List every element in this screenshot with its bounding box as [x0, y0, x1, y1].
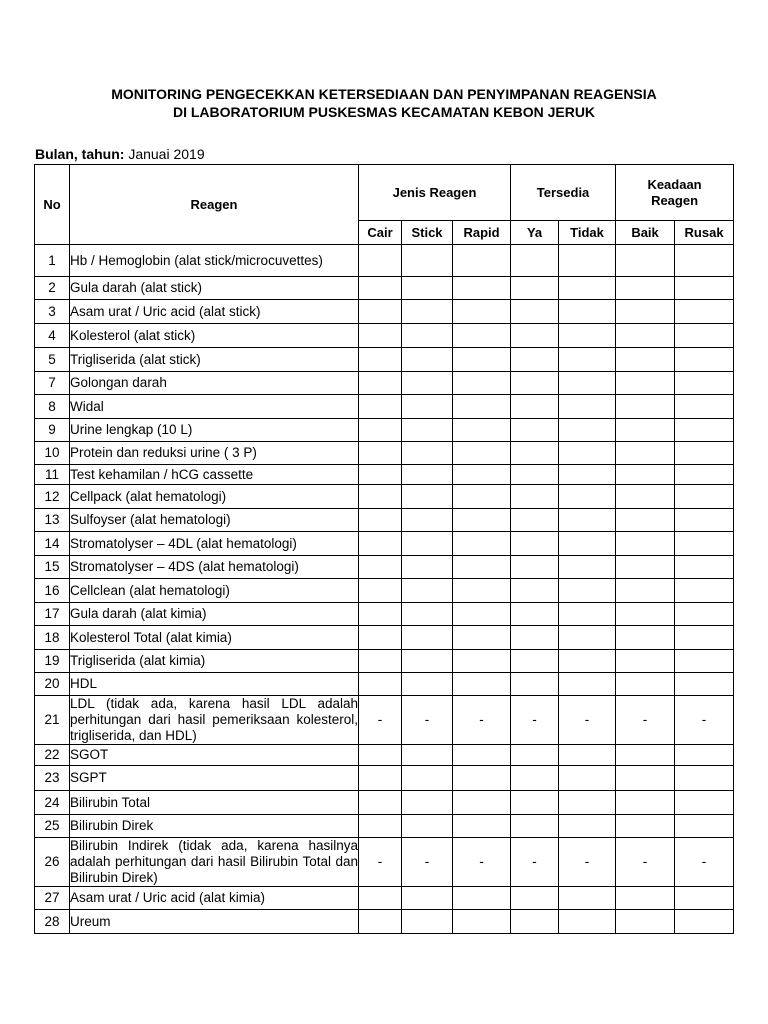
cell-ya: - [511, 696, 559, 745]
cell-stick [402, 245, 453, 277]
cell-rapid [453, 300, 511, 324]
cell-rusak [675, 673, 734, 696]
cell-rapid [453, 650, 511, 673]
cell-ya [511, 509, 559, 532]
row-number: 26 [35, 838, 70, 887]
cell-ya: - [511, 838, 559, 887]
cell-rapid [453, 509, 511, 532]
cell-ya [511, 910, 559, 934]
cell-tidak [559, 395, 616, 419]
cell-baik [616, 419, 675, 442]
cell-rusak [675, 532, 734, 556]
cell-ya [511, 372, 559, 395]
reagent-name: SGOT [70, 745, 359, 766]
row-number: 13 [35, 509, 70, 532]
cell-stick [402, 603, 453, 626]
reagent-name: Kolesterol Total (alat kimia) [70, 626, 359, 650]
row-number: 25 [35, 815, 70, 838]
table-row [35, 910, 734, 934]
cell-baik [616, 485, 675, 509]
cell-rapid [453, 395, 511, 419]
cell-stick [402, 277, 453, 300]
reagent-name: Golongan darah [70, 372, 359, 395]
reagent-name: Stromatolyser – 4DS (alat hematologi) [70, 556, 359, 579]
cell-rapid [453, 815, 511, 838]
cell-cair [359, 626, 402, 650]
cell-rapid [453, 603, 511, 626]
row-number: 24 [35, 791, 70, 815]
table-row [35, 556, 734, 579]
table-row [35, 324, 734, 348]
cell-baik [616, 509, 675, 532]
cell-baik [616, 372, 675, 395]
row-number: 21 [35, 696, 70, 745]
row-number: 17 [35, 603, 70, 626]
row-number: 7 [35, 372, 70, 395]
table-row [35, 245, 734, 277]
header-rusak: Rusak [675, 221, 734, 245]
cell-tidak [559, 745, 616, 766]
cell-tidak [559, 300, 616, 324]
reagent-monitoring-table [34, 164, 734, 934]
cell-rapid [453, 348, 511, 372]
reagent-name: SGPT [70, 766, 359, 791]
header-keadaan-label: Keadaan Reagen [647, 176, 702, 208]
cell-ya [511, 626, 559, 650]
reagent-name: Stromatolyser – 4DL (alat hematologi) [70, 532, 359, 556]
cell-cair [359, 395, 402, 419]
cell-tidak [559, 673, 616, 696]
header-reagen: Reagen [70, 165, 359, 245]
header-jenis-reagen: Jenis Reagen [359, 165, 511, 221]
reagent-name: Cellpack (alat hematologi) [70, 485, 359, 509]
cell-baik [616, 465, 675, 485]
cell-rapid [453, 277, 511, 300]
cell-baik [616, 791, 675, 815]
header-ya: Ya [511, 221, 559, 245]
cell-rapid [453, 465, 511, 485]
reagent-name: Bilirubin Total [70, 791, 359, 815]
table-row [35, 419, 734, 442]
table-row [35, 838, 734, 887]
cell-cair [359, 442, 402, 465]
cell-baik [616, 324, 675, 348]
cell-rusak [675, 650, 734, 673]
reagent-name: Gula darah (alat stick) [70, 277, 359, 300]
cell-stick [402, 745, 453, 766]
cell-rapid [453, 887, 511, 910]
cell-tidak [559, 887, 616, 910]
cell-stick [402, 324, 453, 348]
table-row [35, 509, 734, 532]
row-number: 12 [35, 485, 70, 509]
cell-tidak [559, 245, 616, 277]
cell-stick [402, 395, 453, 419]
row-number: 8 [35, 395, 70, 419]
cell-rusak [675, 348, 734, 372]
cell-ya [511, 791, 559, 815]
row-number: 9 [35, 419, 70, 442]
table-row [35, 650, 734, 673]
table-row [35, 745, 734, 766]
cell-rusak [675, 372, 734, 395]
cell-tidak [559, 372, 616, 395]
row-number: 27 [35, 887, 70, 910]
document-title-line-1: MONITORING PENGECEKKAN KETERSEDIAAN DAN PENYIMPANAN REAGENSIA [111, 86, 657, 102]
period-value: Januai 2019 [128, 146, 205, 162]
reagent-name: Gula darah (alat kimia) [70, 603, 359, 626]
cell-stick [402, 485, 453, 509]
cell-rapid [453, 419, 511, 442]
cell-cair [359, 579, 402, 603]
cell-rusak [675, 745, 734, 766]
cell-stick: - [402, 838, 453, 887]
cell-rusak [675, 300, 734, 324]
cell-tidak [559, 348, 616, 372]
cell-rusak: - [675, 696, 734, 745]
cell-ya [511, 395, 559, 419]
cell-cair [359, 419, 402, 442]
cell-ya [511, 442, 559, 465]
table-body [35, 245, 734, 934]
cell-tidak [559, 532, 616, 556]
cell-rusak [675, 465, 734, 485]
table-row [35, 696, 734, 745]
table-row [35, 348, 734, 372]
cell-baik [616, 626, 675, 650]
cell-cair [359, 300, 402, 324]
cell-rapid [453, 766, 511, 791]
cell-rapid [453, 442, 511, 465]
cell-stick [402, 372, 453, 395]
cell-stick [402, 673, 453, 696]
cell-rapid [453, 372, 511, 395]
reagent-name: HDL [70, 673, 359, 696]
cell-rapid: - [453, 696, 511, 745]
cell-ya [511, 277, 559, 300]
row-number: 10 [35, 442, 70, 465]
cell-cair [359, 465, 402, 485]
cell-cair: - [359, 696, 402, 745]
cell-ya [511, 745, 559, 766]
row-number: 15 [35, 556, 70, 579]
cell-ya [511, 673, 559, 696]
cell-tidak [559, 465, 616, 485]
header-rapid: Rapid [453, 221, 511, 245]
cell-ya [511, 887, 559, 910]
header-tersedia: Tersedia [511, 165, 616, 221]
cell-baik [616, 766, 675, 791]
reagent-name: Trigliserida (alat stick) [70, 348, 359, 372]
cell-stick [402, 509, 453, 532]
cell-tidak [559, 791, 616, 815]
row-number: 16 [35, 579, 70, 603]
reagent-name: Sulfoyser (alat hematologi) [70, 509, 359, 532]
cell-cair [359, 910, 402, 934]
cell-rusak [675, 766, 734, 791]
row-number: 3 [35, 300, 70, 324]
reagent-name: Trigliserida (alat kimia) [70, 650, 359, 673]
cell-cair [359, 277, 402, 300]
cell-cair [359, 348, 402, 372]
cell-rusak [675, 556, 734, 579]
cell-stick [402, 465, 453, 485]
period-line [35, 145, 205, 163]
reagent-name: Hb / Hemoglobin (alat stick/microcuvettes) [70, 245, 359, 277]
cell-ya [511, 556, 559, 579]
cell-baik [616, 277, 675, 300]
cell-stick [402, 556, 453, 579]
cell-stick [402, 910, 453, 934]
cell-rusak [675, 442, 734, 465]
cell-stick: - [402, 696, 453, 745]
cell-baik [616, 395, 675, 419]
header-stick: Stick [402, 221, 453, 245]
row-number: 1 [35, 245, 70, 277]
cell-ya [511, 485, 559, 509]
reagent-name: Kolesterol (alat stick) [70, 324, 359, 348]
cell-stick [402, 626, 453, 650]
header-keadaan-reagen [616, 165, 734, 221]
cell-rapid [453, 673, 511, 696]
cell-cair [359, 673, 402, 696]
cell-ya [511, 324, 559, 348]
cell-cair [359, 603, 402, 626]
cell-tidak [559, 509, 616, 532]
document-title-line-2: DI LABORATORIUM PUSKESMAS KECAMATAN KEBON JERUK [172, 104, 596, 120]
cell-ya [511, 245, 559, 277]
cell-tidak [559, 626, 616, 650]
cell-baik [616, 815, 675, 838]
cell-tidak [559, 556, 616, 579]
cell-ya [511, 766, 559, 791]
table-row [35, 791, 734, 815]
reagent-name: Widal [70, 395, 359, 419]
cell-tidak [559, 419, 616, 442]
cell-rapid [453, 791, 511, 815]
cell-stick [402, 442, 453, 465]
header-baik: Baik [616, 221, 675, 245]
cell-baik [616, 650, 675, 673]
header-tidak: Tidak [559, 221, 616, 245]
cell-baik [616, 348, 675, 372]
cell-rapid [453, 579, 511, 603]
cell-baik [616, 532, 675, 556]
cell-baik [616, 910, 675, 934]
cell-rusak [675, 419, 734, 442]
row-number: 11 [35, 465, 70, 485]
cell-stick [402, 532, 453, 556]
table-row [35, 300, 734, 324]
cell-ya [511, 300, 559, 324]
cell-ya [511, 348, 559, 372]
cell-cair [359, 372, 402, 395]
table-row [35, 673, 734, 696]
cell-tidak [559, 442, 616, 465]
cell-ya [511, 532, 559, 556]
table-row [35, 887, 734, 910]
cell-rapid [453, 485, 511, 509]
table-row [35, 766, 734, 791]
cell-baik [616, 603, 675, 626]
table-row [35, 372, 734, 395]
cell-rusak [675, 245, 734, 277]
cell-baik [616, 442, 675, 465]
row-number: 2 [35, 277, 70, 300]
cell-baik [616, 556, 675, 579]
cell-ya [511, 419, 559, 442]
cell-rusak [675, 603, 734, 626]
reagent-name: Ureum [70, 910, 359, 934]
cell-stick [402, 815, 453, 838]
cell-tidak: - [559, 696, 616, 745]
cell-tidak [559, 766, 616, 791]
cell-cair [359, 509, 402, 532]
cell-tidak [559, 603, 616, 626]
cell-tidak [559, 815, 616, 838]
row-number: 14 [35, 532, 70, 556]
cell-rusak [675, 509, 734, 532]
cell-rusak [675, 485, 734, 509]
row-number: 4 [35, 324, 70, 348]
cell-rusak [675, 579, 734, 603]
row-number: 20 [35, 673, 70, 696]
cell-rusak: - [675, 838, 734, 887]
table-row [35, 626, 734, 650]
table-row [35, 395, 734, 419]
cell-stick [402, 579, 453, 603]
cell-cair: - [359, 838, 402, 887]
cell-cair [359, 766, 402, 791]
cell-ya [511, 650, 559, 673]
cell-rusak [675, 395, 734, 419]
cell-baik [616, 745, 675, 766]
row-number: 28 [35, 910, 70, 934]
table-header [35, 165, 734, 245]
table-row [35, 579, 734, 603]
cell-rusak [675, 626, 734, 650]
cell-cair [359, 745, 402, 766]
reagent-name: Bilirubin Indirek (tidak ada, karena hasilnya adalah perhitungan dari hasil Bilirubin Total dan Bilirubin Direk) [70, 838, 358, 885]
reagent-name: Protein dan reduksi urine ( 3 P) [70, 442, 359, 465]
cell-rapid [453, 532, 511, 556]
cell-rusak [675, 791, 734, 815]
cell-baik: - [616, 838, 675, 887]
cell-stick [402, 300, 453, 324]
row-number: 19 [35, 650, 70, 673]
cell-ya [511, 579, 559, 603]
reagent-name: Test kehamilan / hCG cassette [70, 465, 359, 485]
header-cair: Cair [359, 221, 402, 245]
cell-baik [616, 245, 675, 277]
reagent-name: Asam urat / Uric acid (alat stick) [70, 300, 359, 324]
cell-stick [402, 766, 453, 791]
reagent-name: Asam urat / Uric acid (alat kimia) [70, 887, 359, 910]
cell-rusak [675, 277, 734, 300]
cell-rusak [675, 910, 734, 934]
reagent-name: Bilirubin Direk [70, 815, 359, 838]
header-no: No [35, 165, 70, 245]
cell-stick [402, 348, 453, 372]
cell-rapid [453, 556, 511, 579]
cell-rapid [453, 910, 511, 934]
cell-tidak [559, 910, 616, 934]
cell-cair [359, 324, 402, 348]
cell-tidak [559, 650, 616, 673]
table-row [35, 485, 734, 509]
cell-ya [511, 815, 559, 838]
cell-tidak [559, 277, 616, 300]
table-row [35, 815, 734, 838]
cell-rusak [675, 324, 734, 348]
cell-tidak [559, 324, 616, 348]
table-row [35, 465, 734, 485]
cell-baik [616, 673, 675, 696]
cell-rapid [453, 324, 511, 348]
cell-rapid [453, 245, 511, 277]
cell-baik [616, 887, 675, 910]
cell-ya [511, 603, 559, 626]
cell-baik: - [616, 696, 675, 745]
cell-cair [359, 791, 402, 815]
table-row [35, 532, 734, 556]
cell-stick [402, 887, 453, 910]
cell-ya [511, 465, 559, 485]
reagent-name: LDL (tidak ada, karena hasil LDL adalah perhitungan dari hasil pemeriksaan kolesterol, trigliserida, dan HDL) [70, 696, 358, 743]
row-number: 18 [35, 626, 70, 650]
cell-cair [359, 815, 402, 838]
cell-rapid [453, 626, 511, 650]
cell-tidak: - [559, 838, 616, 887]
cell-rusak [675, 815, 734, 838]
cell-rapid [453, 745, 511, 766]
row-number: 5 [35, 348, 70, 372]
cell-stick [402, 419, 453, 442]
row-number: 23 [35, 766, 70, 791]
cell-cair [359, 245, 402, 277]
cell-cair [359, 887, 402, 910]
cell-stick [402, 791, 453, 815]
cell-baik [616, 579, 675, 603]
reagent-name: Urine lengkap (10 L) [70, 419, 359, 442]
row-number: 22 [35, 745, 70, 766]
cell-tidak [559, 579, 616, 603]
cell-rusak [675, 887, 734, 910]
cell-rapid: - [453, 838, 511, 887]
cell-cair [359, 556, 402, 579]
period-label: Bulan, tahun: [35, 146, 125, 162]
cell-cair [359, 485, 402, 509]
table-row [35, 277, 734, 300]
table-row [35, 442, 734, 465]
cell-baik [616, 300, 675, 324]
table-row [35, 603, 734, 626]
cell-stick [402, 650, 453, 673]
reagent-name: Cellclean (alat hematologi) [70, 579, 359, 603]
cell-tidak [559, 485, 616, 509]
cell-cair [359, 650, 402, 673]
cell-cair [359, 532, 402, 556]
